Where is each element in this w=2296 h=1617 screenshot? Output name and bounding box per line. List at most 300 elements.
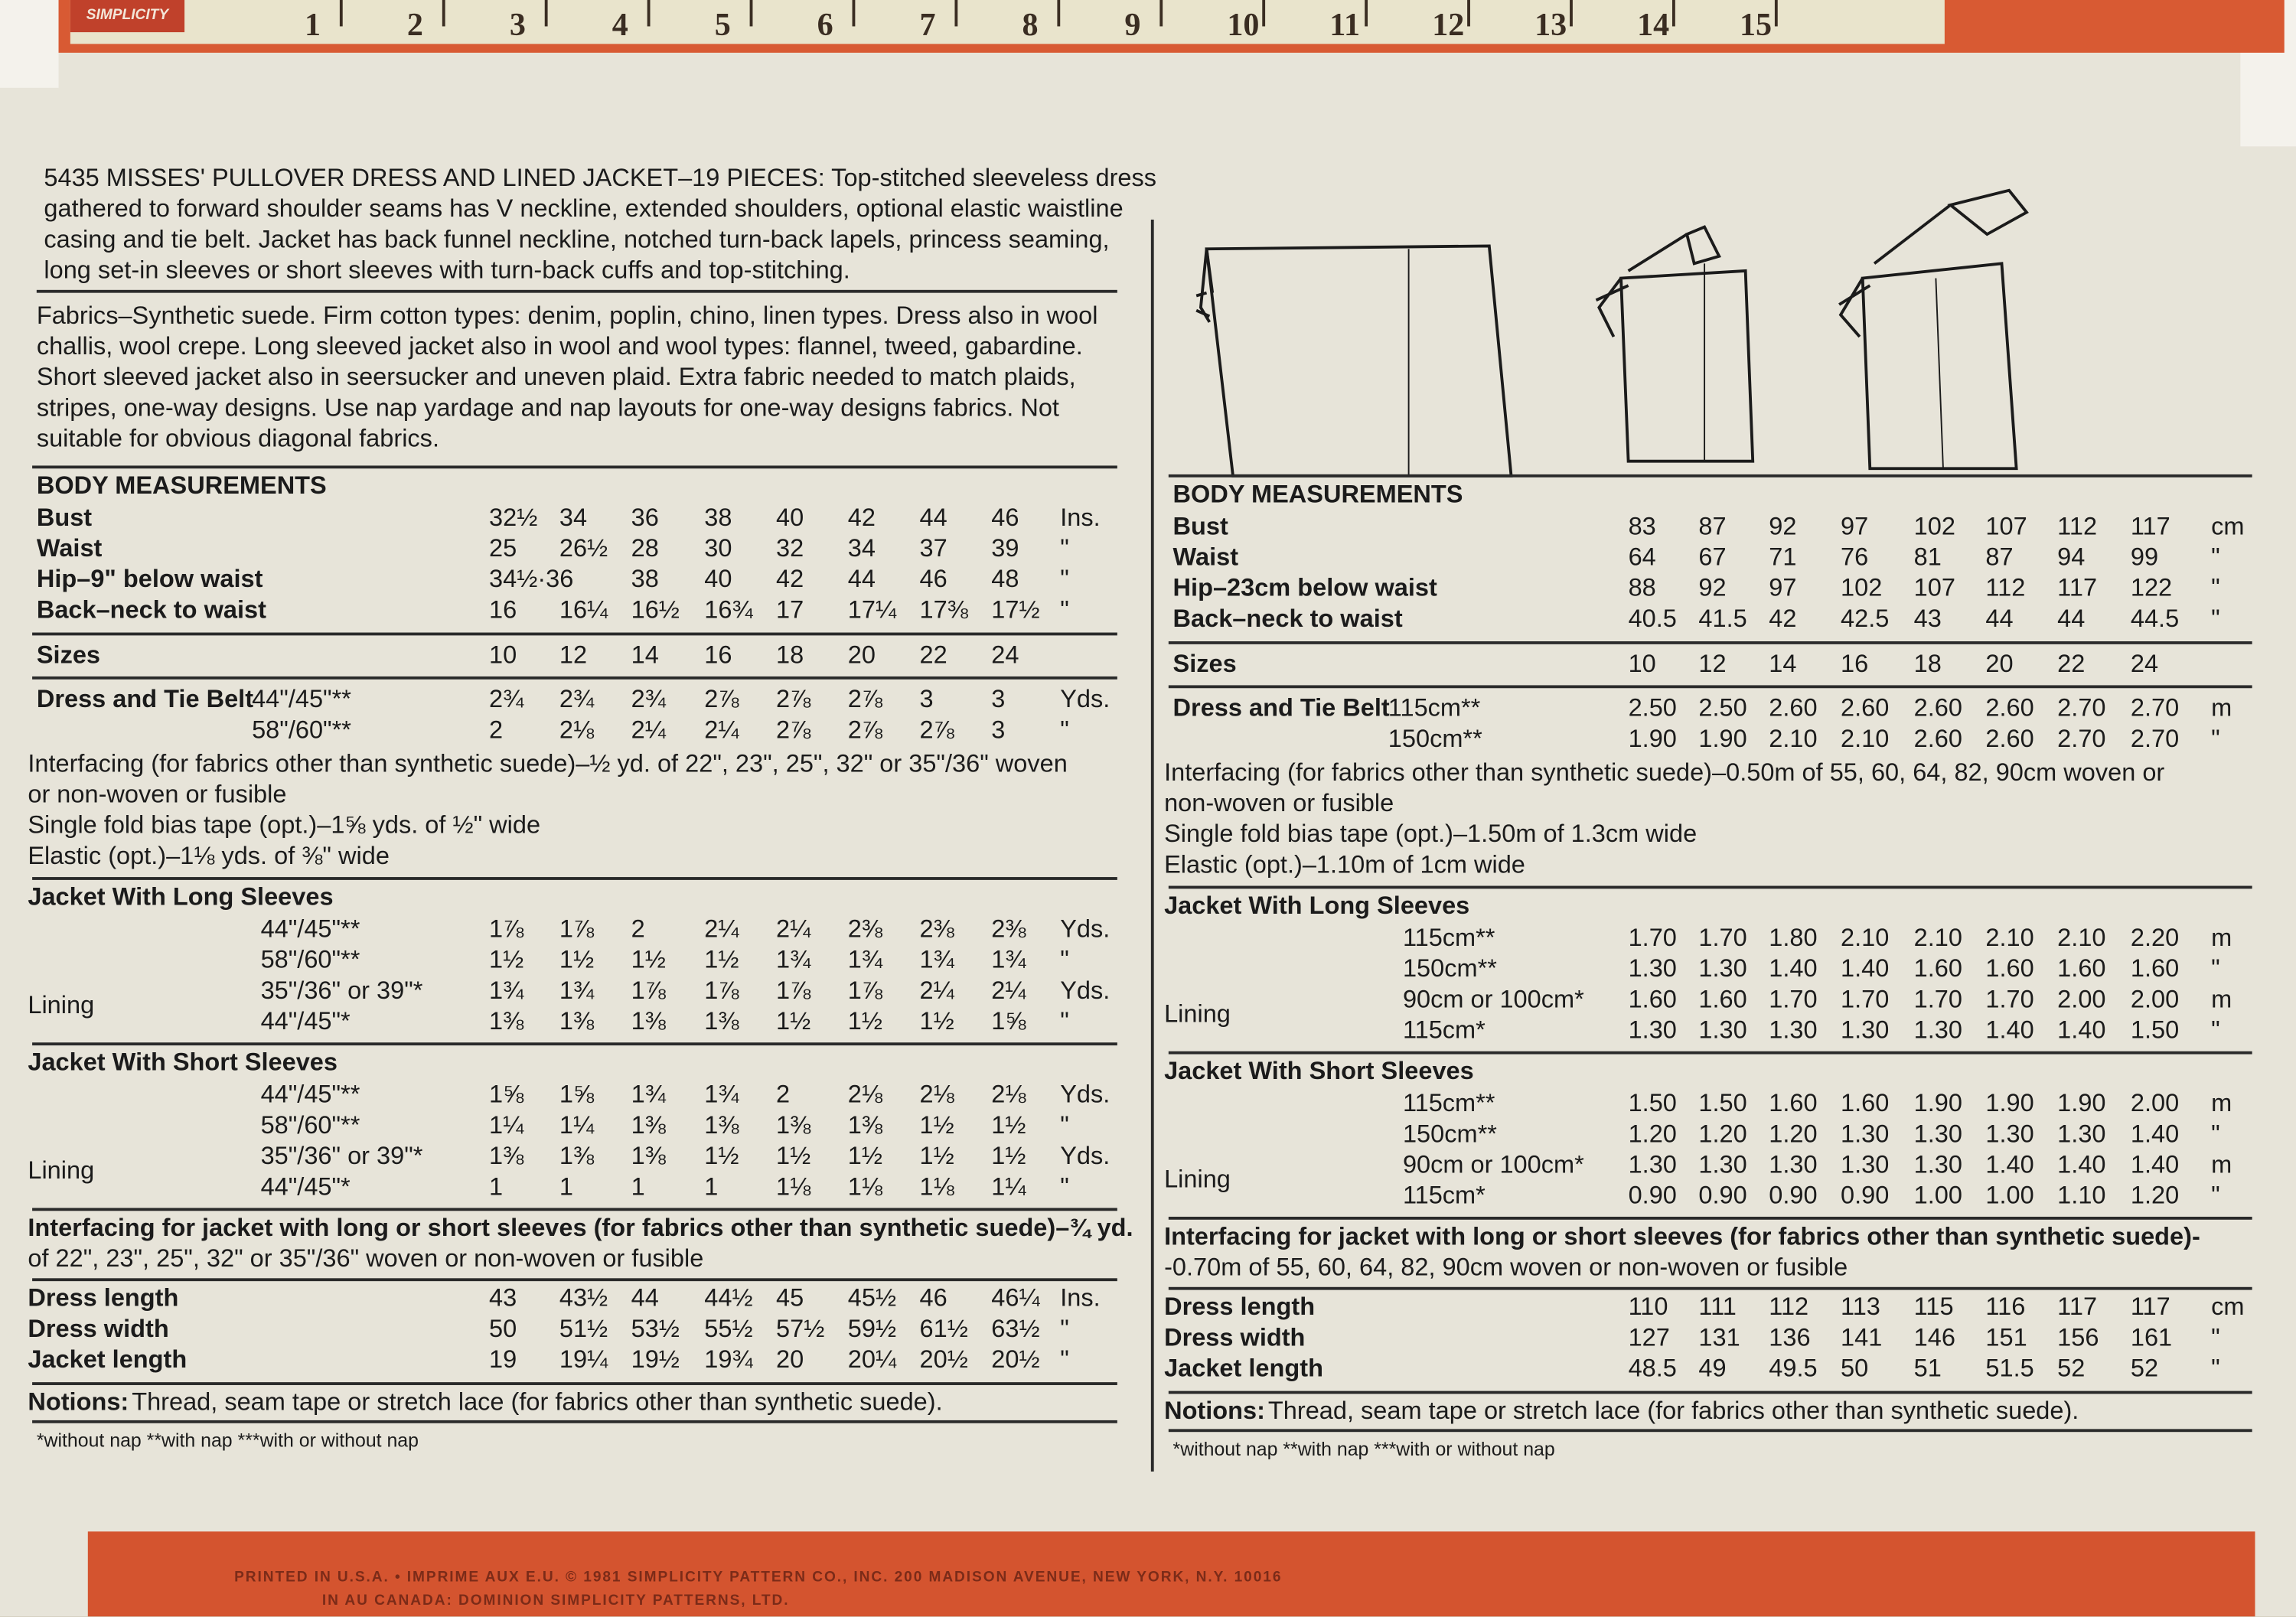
size-cell: 20 [1985,650,2014,678]
unit-cell: " [1060,595,1069,624]
value-cell: 46 [919,1283,947,1312]
value-cell: 19½ [631,1345,680,1374]
value-cell: 2.60 [1841,693,1890,722]
value-cell: 1.60 [1628,985,1677,1014]
value-cell: 1.60 [1698,985,1747,1014]
unit-cell: m [2211,1150,2232,1179]
table-rule [1169,685,2252,688]
section-rule [1169,474,2252,478]
value-cell: 1⅞ [776,976,811,1005]
value-cell: 2 [489,716,504,744]
value-cell: 1½ [919,1111,954,1139]
value-cell: 0.90 [1841,1182,1890,1210]
value-cell: 2.60 [1913,693,1963,722]
interfacing-line: -0.70m of 55, 60, 64, 82, 90cm woven or non-woven or fusible [1164,1253,1848,1282]
value-cell: 81 [1913,543,1942,572]
value-cell: 1⅜ [631,1111,666,1139]
ruler-tick [442,0,445,26]
value-cell: 19 [489,1345,517,1374]
value-cell: 1⅝ [489,1081,524,1109]
garment-line-drawings [1189,176,2068,498]
ruler-number: 14 [1637,5,1670,43]
size-cell: 24 [991,641,1019,670]
ruler-number: 13 [1534,5,1567,43]
value-cell: 1.80 [1769,924,1818,952]
row-label: 115cm** [1388,693,1481,722]
value-cell: 46 [991,504,1019,532]
table-row [0,1355,2252,1384]
value-cell: 1¼ [489,1111,524,1139]
unit-cell: " [1060,1007,1069,1035]
table-row [0,1151,2252,1180]
lining-label: Lining [1164,999,1231,1029]
value-cell: 1.40 [1841,954,1890,983]
interfacing-line: Interfacing for jacket with long or short sleeves (for fabrics other than synthetic suede)–¾ yd. [28,1214,1133,1242]
size-cell: 22 [919,641,947,670]
value-cell: 1⅞ [489,914,524,944]
value-cell: 43 [1913,605,1942,633]
value-cell: 1.40 [2130,1120,2180,1149]
value-cell: 1.60 [1769,1089,1818,1117]
unit-cell: " [1060,1172,1069,1201]
size-cell: 20 [847,641,876,670]
table-row [0,986,2252,1015]
value-cell: 2 [631,914,645,944]
value-cell: 53½ [631,1315,680,1343]
size-cell: 18 [776,641,804,670]
sizes-label: Sizes [1172,650,1237,678]
value-cell: 1½ [704,945,739,974]
value-cell: 156 [2057,1323,2099,1351]
value-cell: 107 [1913,574,1955,602]
value-cell: 1½ [919,1007,954,1035]
value-cell: 2¾ [631,685,666,713]
table-row [0,694,2252,723]
value-cell: 1½ [991,1111,1026,1139]
value-cell: 42 [1769,605,1797,633]
value-cell: 1½ [776,1142,811,1170]
value-cell: 2.10 [1841,725,1890,753]
jacket-title: Jacket With Long Sleeves [1164,892,1470,920]
value-cell: 2⅛ [559,716,595,744]
value-cell: 1¼ [559,1111,595,1139]
value-cell: 1¾ [919,945,954,974]
table-row [0,1016,2252,1045]
value-cell: 1⅝ [559,1081,595,1109]
value-cell: 19¼ [559,1345,608,1374]
value-cell: 34½·36 [489,565,574,593]
value-cell: 2¼ [919,976,954,1005]
value-cell: 1 [704,1172,719,1201]
description-line: casing and tie belt. Jacket has back funnel neckline, notched turn-back lapels, princess seaming, [44,225,1110,254]
row-label: 90cm or 100cm* [1402,1150,1584,1179]
table-row [0,574,2252,603]
unit-cell: m [2211,924,2232,952]
ruler-number: 15 [1740,5,1773,43]
value-cell: 1⅜ [776,1111,811,1139]
row-label: 44"/45"** [260,914,360,944]
value-cell: 2¾ [559,685,595,713]
lining-label: Lining [28,1156,95,1185]
unit-cell: " [1060,1345,1069,1374]
table-row [0,543,2252,572]
value-cell: 1.30 [1769,1150,1818,1179]
value-cell: 2¼ [704,716,739,744]
value-cell: 92 [1769,512,1797,541]
value-cell: 49 [1698,1354,1727,1383]
table-row [0,1182,2252,1211]
value-cell: 1.20 [1628,1120,1677,1149]
value-cell: 1.30 [1841,1016,1890,1045]
value-cell: 1¾ [991,945,1026,974]
value-cell: 3 [919,685,934,713]
ruler-number: 1 [304,5,321,43]
value-cell: 1.60 [1985,954,2034,983]
value-cell: 1.60 [2057,954,2106,983]
value-cell: 17⅜ [919,595,968,624]
torn-corner-top-left [0,0,59,88]
divider [37,290,1117,293]
value-cell: 2¾ [489,685,524,713]
unit-cell: Yds. [1060,976,1110,1005]
description-line: long set-in sleeves or short sleeves with turn-back cuffs and top-stitching. [44,256,850,285]
row-label: 115cm* [1402,1016,1486,1045]
value-cell: 102 [1841,574,1883,602]
ruler-tick [1262,0,1265,26]
row-label: 115cm** [1402,924,1495,952]
interfacing-line: of 22", 23", 25", 32" or 35"/36" woven or non-woven or fusible [28,1244,704,1273]
ruler-number: 3 [509,5,526,43]
row-label: 90cm or 100cm* [1402,985,1584,1014]
value-cell: 1.90 [2057,1089,2106,1117]
value-cell: 1.90 [1913,1089,1963,1117]
value-cell: 1.20 [1698,1120,1747,1149]
ruler-number: 7 [919,5,936,43]
value-cell: 42 [776,565,804,593]
table-row [0,725,2252,754]
value-cell: 2⅛ [919,1081,954,1109]
value-cell: 17¼ [847,595,897,624]
value-cell: 32½ [489,504,538,532]
copyright-line: PRINTED IN U.S.A. • IMPRIME AUX E.U. © 1981 SIMPLICITY PATTERN CO., INC. 200 MADISON AVENUE, NEW YORK, N.Y. 10016 [234,1570,1283,1586]
value-cell: 1.90 [1698,725,1747,753]
short-sleeve-jacket-drawing [1596,227,1753,461]
notions-row [0,1397,2252,1426]
value-cell: 44 [919,504,947,532]
table-rule [1169,1051,2252,1055]
value-cell: 0.90 [1628,1182,1677,1210]
value-cell: 94 [2057,543,2086,572]
unit-cell: " [2211,1016,2220,1045]
value-cell: 1⅜ [489,1142,524,1170]
value-cell: 2.70 [2130,725,2180,753]
value-cell: 151 [1985,1323,2027,1351]
value-cell: 50 [1841,1354,1869,1383]
ruler-number: 9 [1124,5,1141,43]
value-cell: 2.60 [1985,693,2034,722]
value-cell: 2.20 [2130,924,2180,952]
value-cell: 1¾ [559,976,595,1005]
value-cell: 2.70 [2057,693,2106,722]
value-cell: 117 [2057,574,2098,602]
value-cell: 16¼ [559,595,608,624]
value-cell: 1.50 [1628,1089,1677,1117]
value-cell: 2¼ [704,914,739,944]
value-cell: 1¾ [776,945,811,974]
size-cell: 12 [559,641,588,670]
measuring-ruler [70,0,1945,44]
table-row [0,1293,2252,1322]
value-cell: 83 [1628,512,1656,541]
value-cell: 1⅜ [631,1142,666,1170]
value-cell: 1.30 [1698,954,1747,983]
value-cell: 67 [1698,543,1727,572]
note-line: or non-woven or fusible [28,780,287,809]
row-label: 44"/45"** [252,685,351,713]
size-cell: 18 [1913,650,1942,678]
value-cell: 2⅛ [991,1081,1026,1109]
value-cell: 49.5 [1769,1354,1818,1383]
unit-cell: m [2211,693,2232,722]
row-label: Hip–23cm below waist [1172,574,1437,602]
value-cell: 99 [2130,543,2159,572]
value-cell: 2⅞ [776,716,811,744]
row-label: 44"/45"* [260,1172,351,1201]
value-cell: 51½ [559,1315,608,1343]
value-cell: 117 [2130,1293,2170,1321]
value-cell: 2⅛ [847,1081,883,1109]
row-label: Waist [36,534,103,562]
unit-cell: m [2211,1089,2232,1117]
table-rule [1169,1429,2252,1432]
size-cell: 22 [2057,650,2086,678]
long-sleeve-jacket-drawing [1839,191,2027,469]
ruler-tick [647,0,651,26]
value-cell: 1.30 [1628,1016,1677,1045]
ruler-number: 8 [1022,5,1039,43]
value-cell: 1.30 [1769,1016,1818,1045]
value-cell: 45½ [847,1283,897,1312]
value-cell: 1⅝ [991,1007,1026,1035]
value-cell: 2.60 [1769,693,1818,722]
value-cell: 1.30 [2057,1120,2106,1149]
value-cell: 1¾ [631,1081,666,1109]
fabrics-line: Fabrics–Synthetic suede. Firm cotton types: denim, poplin, chino, linen types. Dress also in wool [36,302,1098,330]
value-cell: 46 [919,565,947,593]
ruler-tick [750,0,753,26]
ruler-number: 10 [1227,5,1260,43]
value-cell: 38 [704,504,732,532]
value-cell: 1.10 [2057,1182,2106,1210]
value-cell: 1½ [704,1142,739,1170]
size-cell: 10 [1628,650,1656,678]
row-label: Bust [1172,512,1228,541]
value-cell: 1½ [631,945,666,974]
unit-cell: " [1060,1315,1069,1343]
value-cell: 1.20 [1769,1120,1818,1149]
table-rule [1169,641,2252,644]
value-cell: 3 [991,716,1006,744]
body-measurements-title: BODY MEASUREMENTS [36,471,327,500]
size-cell: 14 [1769,650,1797,678]
value-cell: 30 [704,534,732,562]
unit-cell: " [2211,725,2220,753]
value-cell: 45 [776,1283,804,1312]
value-cell: 1.40 [1985,1150,2034,1179]
row-label: Dress width [28,1315,169,1343]
value-cell: 1.60 [1841,1089,1890,1117]
value-cell: 2.00 [2130,1089,2180,1117]
description-line: gathered to forward shoulder seams has V neckline, extended shoulders, optional elastic waistline [44,194,1124,223]
value-cell: 44 [1985,605,2014,633]
value-cell: 1⅜ [631,1007,666,1035]
unit-cell: " [2211,574,2220,602]
note-line: Elastic (opt.)–1.10m of 1cm wide [1164,850,1525,879]
value-cell: 1½ [847,1007,883,1035]
value-cell: 43 [489,1283,517,1312]
unit-cell: " [2211,1182,2220,1210]
value-cell: 34 [847,534,876,562]
footnote: *without nap **with nap ***with or without nap [36,1429,419,1452]
ruler-number: 5 [714,5,731,43]
ruler-number: 2 [406,5,423,43]
description-line: 5435 MISSES' PULLOVER DRESS AND LINED JACKET–19 PIECES: Top-stitched sleeveless dress [44,164,1157,192]
value-cell: 2⅞ [847,685,883,713]
unit-cell: cm [2211,512,2245,541]
value-cell: 1.30 [1698,1150,1747,1179]
value-cell: 1.60 [2130,954,2180,983]
value-cell: 1.40 [1769,954,1818,983]
value-cell: 1⅜ [704,1111,739,1139]
value-cell: 20¼ [847,1345,897,1374]
value-cell: 1.00 [1913,1182,1963,1210]
value-cell: 1.70 [1985,985,2034,1014]
value-cell: 51.5 [1985,1354,2034,1383]
value-cell: 1.30 [1628,1150,1677,1179]
value-cell: 2.10 [1985,924,2034,952]
value-cell: 2.10 [1913,924,1963,952]
ruler-number: 4 [612,5,628,43]
value-cell: 2.70 [2057,725,2106,753]
value-cell: 3 [991,685,1006,713]
table-rule [1169,1217,2252,1220]
value-cell: 2.00 [2057,985,2106,1014]
value-cell: 1.40 [2057,1016,2106,1045]
table-row [0,954,2252,983]
value-cell: 76 [1841,543,1869,572]
value-cell: 2⅞ [847,716,883,744]
value-cell: 61½ [919,1315,968,1343]
value-cell: 36 [631,504,659,532]
value-cell: 48.5 [1628,1354,1677,1383]
table-rule [1169,886,2252,889]
unit-cell: " [1060,945,1069,974]
value-cell: 51 [1913,1354,1942,1383]
value-cell: 16¾ [704,595,753,624]
value-cell: 92 [1698,574,1727,602]
value-cell: 131 [1698,1323,1740,1351]
table-rule [1169,1287,2252,1290]
value-cell: 161 [2130,1323,2173,1351]
size-cell: 12 [1698,650,1727,678]
value-cell: 2⅜ [919,914,954,944]
value-cell: 43½ [559,1283,608,1312]
value-cell: 1⅜ [704,1007,739,1035]
fabrics-line: stripes, one-way designs. Use nap yardage and nap layouts for one-way designs fabrics. Not [36,393,1059,422]
note-line: Interfacing (for fabrics other than synthetic suede)–0.50m of 55, 60, 64, 82, 90cm woven or [1164,758,2165,787]
value-cell: 97 [1769,574,1797,602]
row-label: 44"/45"* [260,1007,351,1035]
value-cell: 127 [1628,1323,1670,1351]
canada-line: IN AU CANADA: DOMINION SIMPLICITY PATTERNS, LTD. [321,1593,790,1609]
value-cell: 20½ [991,1345,1040,1374]
value-cell: 1.40 [2057,1150,2106,1179]
row-label: Back–neck to waist [1172,605,1403,633]
ruler-tick [954,0,957,26]
ruler-tick [1672,0,1675,26]
value-cell: 52 [2130,1354,2159,1383]
unit-cell: " [1060,534,1069,562]
value-cell: 1.00 [1985,1182,2034,1210]
section-rule [32,465,1117,468]
note-line: Elastic (opt.)–1⅛ yds. of ⅜" wide [28,842,390,870]
jacket-title: Jacket With Short Sleeves [1164,1057,1474,1085]
value-cell: 50 [489,1315,517,1343]
value-cell: 34 [559,504,588,532]
value-cell: 2.60 [1985,725,2034,753]
unit-cell: " [2211,605,2220,633]
value-cell: 37 [919,534,947,562]
value-cell: 1.30 [1913,1120,1963,1149]
value-cell: 64 [1628,543,1656,572]
unit-cell: " [2211,1120,2220,1149]
value-cell: 71 [1769,543,1797,572]
value-cell: 2¼ [991,976,1026,1005]
unit-cell: " [2211,543,2220,572]
table-row [0,1120,2252,1149]
value-cell: 46¼ [991,1283,1040,1312]
row-label: Dress width [1164,1323,1306,1351]
row-label: 115cm* [1402,1182,1486,1210]
value-cell: 26½ [559,534,608,562]
fabrics-line: challis, wool crepe. Long sleeved jacket also in wool and wool types: flannel, tweed, gabardine. [36,332,1083,360]
unit-cell: Ins. [1060,504,1101,532]
value-cell: 0.90 [1769,1182,1818,1210]
row-label: Jacket length [1164,1354,1323,1383]
jacket-title: Jacket With Long Sleeves [28,882,334,911]
row-label: Dress length [1164,1293,1316,1321]
unit-cell: " [2211,1354,2220,1383]
value-cell: 48 [991,565,1019,593]
value-cell: 117 [2130,512,2170,541]
value-cell: 2⅞ [776,685,811,713]
value-cell: 44 [847,565,876,593]
unit-cell: m [2211,985,2232,1014]
ruler-tick [545,0,548,26]
value-cell: 2.60 [1913,725,1963,753]
unit-cell: cm [2211,1293,2245,1321]
value-cell: 1.30 [1913,1016,1963,1045]
value-cell: 1⅜ [559,1142,595,1170]
value-cell: 102 [1913,512,1955,541]
value-cell: 1⅜ [559,1007,595,1035]
value-cell: 1⅛ [776,1172,811,1201]
value-cell: 1⅛ [847,1172,883,1201]
sizes-label: Sizes [36,641,101,670]
ruler-tick [1467,0,1470,26]
table-rule [32,877,1117,880]
value-cell: 1.70 [1913,985,1963,1014]
